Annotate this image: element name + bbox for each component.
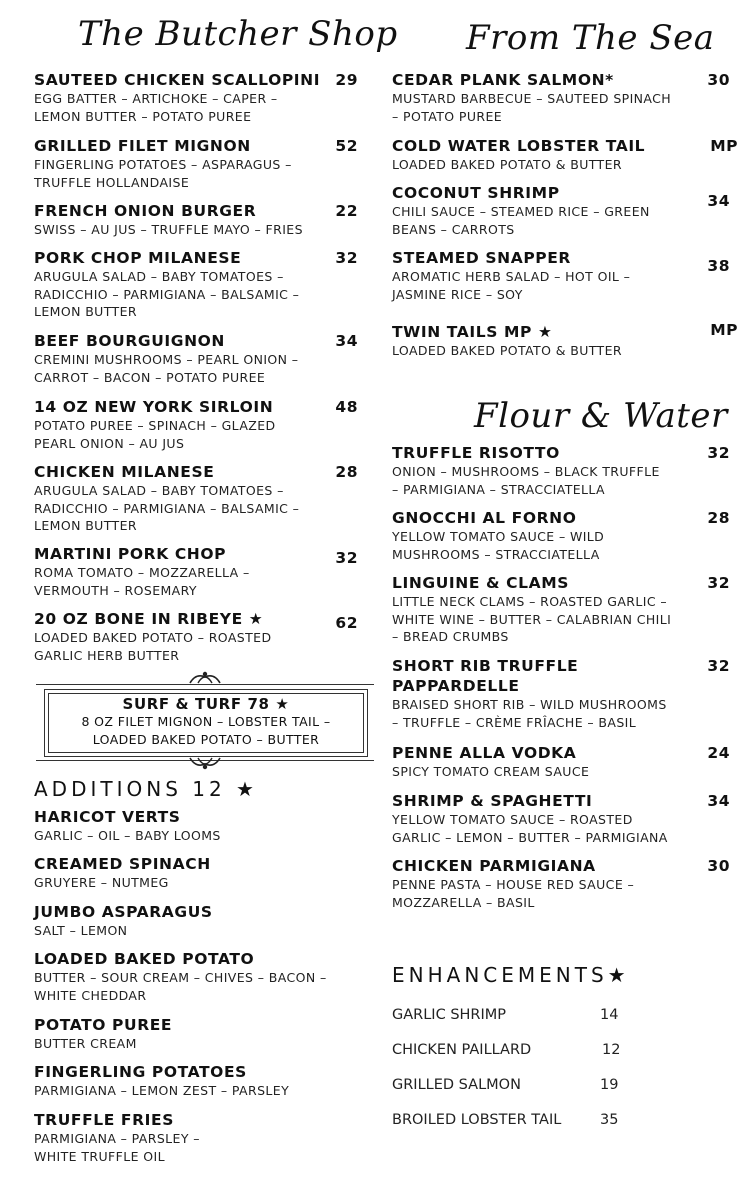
addition-item <box>34 902 364 940</box>
item-name: PENNE ALLA VODKA <box>392 744 577 762</box>
enhancement-row <box>392 1112 619 1128</box>
item-name: LINGUINE & CLAMS <box>392 574 569 592</box>
item-price: 32 <box>707 657 730 675</box>
item-desc-line: RADICCHIO – PARMIGIANA – BALSAMIC – <box>34 286 300 302</box>
ornament-icon <box>188 756 222 772</box>
addition-item <box>34 1110 364 1165</box>
item-name: LOADED BAKED POTATO <box>34 950 255 968</box>
item-desc-line: CREMINI MUSHROOMS – PEARL ONION – <box>34 352 299 367</box>
item-desc-line: MOZZARELLA – BASIL <box>392 894 535 910</box>
item-desc-line: LITTLE NECK CLAMS – ROASTED GARLIC – <box>392 594 667 609</box>
item-desc-line: BUTTER – SOUR CREAM – CHIVES – BACON – <box>34 970 327 985</box>
menu-item <box>34 201 364 239</box>
enhancement-row <box>392 1007 619 1023</box>
item-desc-line: BUTTER CREAM <box>34 1036 137 1051</box>
menu-item <box>392 743 738 781</box>
item-desc-line: GARLIC HERB BUTTER <box>34 647 180 663</box>
item-price: 34 <box>707 792 730 810</box>
menu-item <box>34 462 364 535</box>
item-desc-line: LOADED BAKED POTATO & BUTTER <box>392 343 622 358</box>
surf-turf-box <box>44 689 368 757</box>
item-name: CEDAR PLANK SALMON* <box>392 71 614 89</box>
item-name-line: SHORT RIB TRUFFLE <box>392 657 579 675</box>
menu-item <box>392 791 738 846</box>
item-price: 34 <box>707 192 730 210</box>
item-desc-line: LOADED BAKED POTATO & BUTTER <box>392 157 622 172</box>
item-name: FINGERLING POTATOES <box>34 1063 247 1081</box>
item-price: 62 <box>335 614 358 632</box>
enhancement-row <box>392 1042 621 1058</box>
enhancement-price: 12 <box>602 1042 621 1058</box>
item-desc-line: – TRUFFLE – CRÈME FRÎACHE – BASIL <box>392 714 637 730</box>
item-price: 29 <box>335 71 358 89</box>
item-desc-line: ROMA TOMATO – MOZZARELLA – <box>34 565 250 580</box>
addition-item <box>34 1062 364 1100</box>
item-name: BEEF BOURGUIGNON <box>34 332 226 350</box>
addition-item <box>34 854 364 892</box>
item-price: 30 <box>707 71 730 89</box>
menu-item <box>392 248 738 303</box>
item-name: COLD WATER LOBSTER TAIL <box>392 137 646 155</box>
item-desc-line: AROMATIC HERB SALAD – HOT OIL – <box>392 269 631 284</box>
item-desc-line: MUSTARD BARBECUE – SAUTEED SPINACH <box>392 91 672 106</box>
item-desc-line: GRUYERE – NUTMEG <box>34 875 169 890</box>
item-desc-line: – PARMIGIANA – STRACCIATELLA <box>392 481 605 497</box>
item-name: TRUFFLE RISOTTO <box>392 444 560 462</box>
ornament-icon <box>188 669 222 685</box>
addition-item <box>34 1015 364 1053</box>
item-desc-line: MUSHROOMS – STRACCIATELLA <box>392 546 600 562</box>
menu-item <box>392 322 738 360</box>
menu-item <box>392 856 738 911</box>
item-name: GRILLED FILET MIGNON <box>34 137 251 155</box>
item-desc-line: FINGERLING POTATOES – ASPARAGUS – <box>34 157 292 172</box>
item-desc-line: BEANS – CARROTS <box>392 221 515 237</box>
item-desc-line: GARLIC – OIL – BABY LOOMS <box>34 828 221 843</box>
butcher-shop-title: The Butcher Shop <box>78 14 398 54</box>
item-price: 38 <box>707 257 730 275</box>
item-desc-line: – POTATO PUREE <box>392 108 503 124</box>
addition-item <box>34 949 364 1004</box>
item-desc-line: BRAISED SHORT RIB – WILD MUSHROOMS <box>392 697 667 712</box>
additions-heading: ADDITIONS 12 ★ <box>34 777 258 801</box>
item-name: CREAMED SPINACH <box>34 855 211 873</box>
item-desc-line: SWISS – AU JUS – TRUFFLE MAYO – FRIES <box>34 222 303 237</box>
surf-turf-desc-line: LOADED BAKED POTATO – BUTTER <box>92 731 320 747</box>
item-price: 30 <box>707 857 730 875</box>
item-price: 32 <box>335 249 358 267</box>
item-desc-line: LEMON BUTTER <box>34 304 137 319</box>
item-desc-line: YELLOW TOMATO SAUCE – ROASTED <box>392 812 633 827</box>
item-name: FRENCH ONION BURGER <box>34 202 257 220</box>
item-price: 28 <box>335 463 358 481</box>
item-desc-line: RADICCHIO – PARMIGIANA – BALSAMIC – <box>34 500 300 516</box>
item-name: CHICKEN MILANESE <box>34 463 215 481</box>
item-desc-line: WHITE CHEDDAR <box>34 987 147 1003</box>
item-name: CHICKEN PARMIGIANA <box>392 857 596 875</box>
item-desc-line: PEARL ONION – AU JUS <box>34 435 185 451</box>
item-name: HARICOT VERTS <box>34 808 181 826</box>
menu-item <box>34 136 364 191</box>
enhancement-row <box>392 1077 619 1093</box>
item-price: MP <box>710 137 738 155</box>
item-desc-line: YELLOW TOMATO SAUCE – WILD <box>392 529 605 544</box>
surf-turf-title: SURF & TURF 78 ★ <box>122 695 290 713</box>
item-name: TWIN TAILS MP ★ <box>392 323 553 341</box>
surf-turf-desc-line: 8 OZ FILET MIGNON – LOBSTER TAIL – <box>81 714 331 729</box>
item-price: 24 <box>707 744 730 762</box>
item-desc-line: ARUGULA SALAD – BABY TOMATOES – <box>34 269 284 284</box>
item-desc-line: SPICY TOMATO CREAM SAUCE <box>392 764 590 779</box>
item-desc-line: WHITE TRUFFLE OIL <box>34 1148 165 1164</box>
item-desc-line: LOADED BAKED POTATO – ROASTED <box>34 630 272 645</box>
enhancement-name: CHICKEN PAILLARD <box>392 1042 532 1058</box>
menu-item <box>34 70 364 125</box>
item-desc-line: GARLIC – LEMON – BUTTER – PARMIGIANA <box>392 829 668 845</box>
menu-item <box>392 136 738 174</box>
menu-item <box>392 183 738 238</box>
item-name: 20 OZ BONE IN RIBEYE ★ <box>34 610 264 628</box>
item-name-line: PAPPARDELLE <box>392 677 520 695</box>
item-price: 32 <box>335 549 358 567</box>
menu-item <box>392 508 738 563</box>
item-price: MP <box>710 321 738 339</box>
item-desc-line: TRUFFLE HOLLANDAISE <box>34 174 190 190</box>
menu-item <box>392 70 738 125</box>
item-desc-line: SALT – LEMON <box>34 923 128 938</box>
item-name: JUMBO ASPARAGUS <box>34 903 213 921</box>
addition-item <box>34 807 364 845</box>
item-desc-line: CHILI SAUCE – STEAMED RICE – GREEN <box>392 204 650 219</box>
item-desc-line: PARMIGIANA – PARSLEY – <box>34 1131 200 1146</box>
item-price: 32 <box>707 444 730 462</box>
item-desc-line: LEMON BUTTER – POTATO PUREE <box>34 108 252 124</box>
enhancement-price: 14 <box>600 1007 619 1023</box>
item-desc-line: ONION – MUSHROOMS – BLACK TRUFFLE <box>392 464 660 479</box>
enhancement-name: GRILLED SALMON <box>392 1077 521 1093</box>
menu-item <box>392 573 738 646</box>
item-desc-line: EGG BATTER – ARTICHOKE – CAPER – <box>34 91 278 106</box>
menu-item <box>392 443 738 498</box>
flour-water-title: Flour & Water <box>474 396 728 436</box>
from-the-sea-title: From The Sea <box>466 18 715 58</box>
item-desc-line: WHITE WINE – BUTTER – CALABRIAN CHILI <box>392 611 672 627</box>
item-name: SHRIMP & SPAGHETTI <box>392 792 593 810</box>
item-desc-line: CARROT – BACON – POTATO PUREE <box>34 369 266 385</box>
item-desc-line: VERMOUTH – ROSEMARY <box>34 582 197 598</box>
item-name: GNOCCHI AL FORNO <box>392 509 577 527</box>
menu-item <box>34 331 364 386</box>
item-name: SAUTEED CHICKEN SCALLOPINI <box>34 71 321 89</box>
item-name: POTATO PUREE <box>34 1016 173 1034</box>
item-desc-line: LEMON BUTTER <box>34 518 137 533</box>
item-name: COCONUT SHRIMP <box>392 184 560 202</box>
menu-item <box>392 656 738 731</box>
menu-item <box>34 544 364 599</box>
item-desc-line: JASMINE RICE – SOY <box>392 286 523 302</box>
item-desc-line: – BREAD CRUMBS <box>392 629 509 644</box>
item-price: 28 <box>707 509 730 527</box>
enhancement-name: BROILED LOBSTER TAIL <box>392 1112 562 1128</box>
item-name: STEAMED SNAPPER <box>392 249 571 267</box>
item-name: TRUFFLE FRIES <box>34 1111 174 1129</box>
item-price: 52 <box>335 137 358 155</box>
item-desc-line: POTATO PUREE – SPINACH – GLAZED <box>34 418 276 433</box>
menu-item <box>34 609 364 664</box>
item-price: 22 <box>335 202 358 220</box>
item-price: 34 <box>335 332 358 350</box>
menu-item <box>34 397 364 452</box>
enhancements-heading: ENHANCEMENTS★ <box>392 963 630 987</box>
item-desc-line: PARMIGIANA – LEMON ZEST – PARSLEY <box>34 1083 290 1098</box>
item-desc-line: ARUGULA SALAD – BABY TOMATOES – <box>34 483 284 498</box>
item-price: 32 <box>707 574 730 592</box>
item-name: MARTINI PORK CHOP <box>34 545 227 563</box>
item-name: 14 OZ NEW YORK SIRLOIN <box>34 398 274 416</box>
enhancement-price: 19 <box>600 1077 619 1093</box>
menu-item <box>34 248 364 321</box>
item-price: 48 <box>335 398 358 416</box>
enhancement-price: 35 <box>600 1112 619 1128</box>
item-desc-line: PENNE PASTA – HOUSE RED SAUCE – <box>392 877 635 892</box>
item-name: PORK CHOP MILANESE <box>34 249 242 267</box>
enhancement-name: GARLIC SHRIMP <box>392 1007 507 1023</box>
